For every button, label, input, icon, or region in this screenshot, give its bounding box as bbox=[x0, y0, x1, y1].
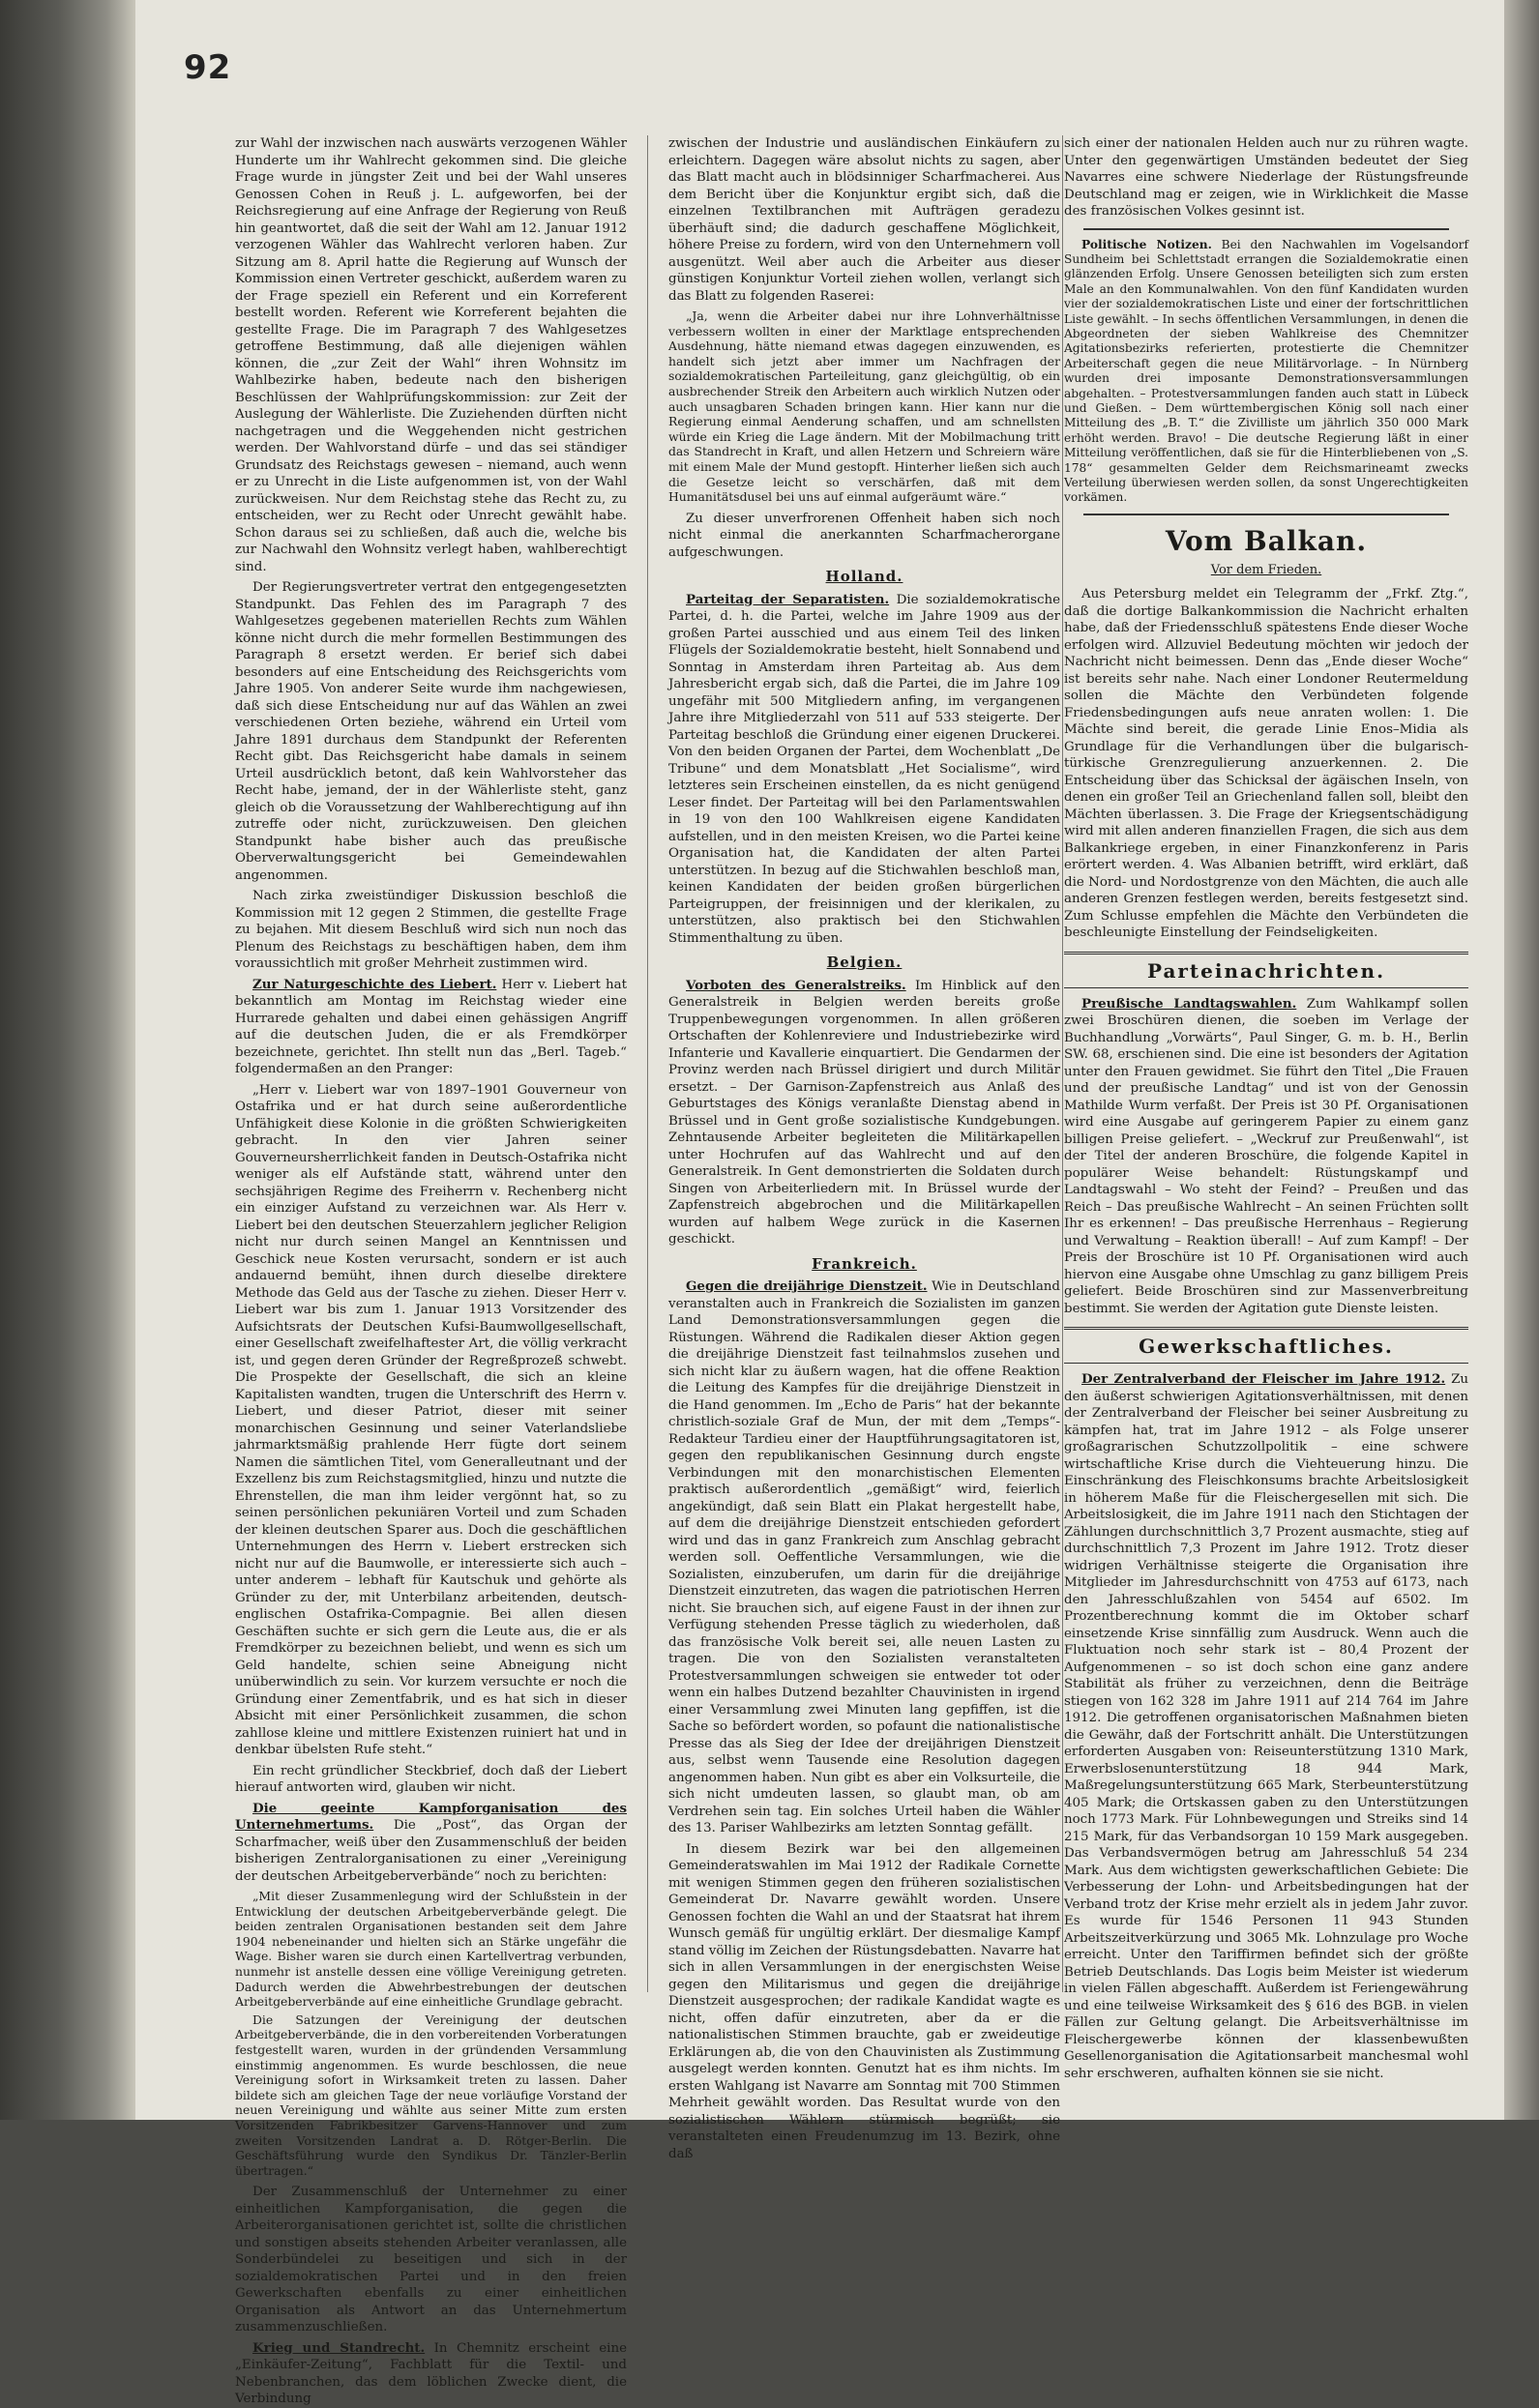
article bbox=[235, 2340, 627, 2408]
divider bbox=[1083, 514, 1449, 515]
article bbox=[235, 977, 627, 1078]
column-rule bbox=[1062, 135, 1063, 1992]
article bbox=[1064, 238, 1468, 506]
paragraph: Die sozialdemokratische Partei, d. h. die Partei, welche im Jahre 1909 aus der großen Partei ausschied und aus einem Teil des linken Flügels der Sozialdemokratie besteht, hielt Sonnabend und Sonntag in Amsterdam ihren Parteitag ab. Aus dem Jahresbericht ergab sich, daß die Partei, die im Jahre 109 ungefähr mit 500 Mitgliedern anfing, im vergangenen Jahre ihre Mitgliederzahl von 511 auf 533 steigerte. Der Parteitag beschloß die Gründung einer eigenen Druckerei. Von den beiden Organen der Partei, dem Wochenblatt „De Tribune“ und dem Monatsblatt „Het Socialisme“, wird letzteres sein Erscheinen einstellen, da es nicht genügend Leser findet. Der Parteitag will bei den Parlamentswahlen in 19 von den 100 Wahlkreisen eigene Kandidaten aufstellen, und in den meisten Kreisen, wo die Partei keine Organisation hat, die Kandidaten der alten Partei unterstützen. In bezug auf die Stichwahlen beschloß man, keinen Kandidaten der beiden großen bürgerlichen Parteigruppen, der freisinnigen und der klerikalen, zu unterstützen, also praktisch bei den Stichwahlen Stimmenthaltung zu üben. bbox=[668, 592, 1060, 946]
article-heading: Der Zentralverband der Fleischer im Jahre 1912. bbox=[1081, 1371, 1446, 1388]
paragraph: Der Regierungsvertreter vertrat den entgegengesetzten Standpunkt. Das Fehlen des im Paragraph 7 des Wahlgesetzes gegebenen materiellen Rechts zum Wählen könne nicht durch die mehr formellen Bestimmungen des Paragraph 8 ersetzt werden. Er berief sich dabei besonders auf eine Entscheidung des Reichsgerichts vom Jahre 1905. Von anderer Seite wurde ihm nachgewiesen, daß sich diese Entscheidung nur auf das Wählen an zwei verschiedenen Orten beziehe, während ein Urteil vom Jahre 1891 durchaus dem Standpunkt der Referenten Recht gibt. Das Reichsgericht habe damals in seinem Urteil ausdrücklich betont, daß kein Wahlvorsteher das Recht habe, jemand, der in der Wählerliste steht, ganz gleich ob die Voraussetzung der Wahlberechtigung auf ihn zutreffe oder nicht, zurückzuweisen. Den gleichen Standpunkt habe bisher auch das preußische Oberverwaltungsgericht bei Gemeindewahlen angenommen. bbox=[235, 580, 627, 883]
article-heading: Zur Naturgeschichte des Liebert. bbox=[252, 976, 497, 992]
page-edge bbox=[1504, 0, 1539, 2120]
paragraph: Wie in Deutschland veranstalten auch in Frankreich die Sozialisten im ganzen Land Demonstrationsversammlungen gegen die Rüstungen. Während die Radikalen dieser Aktion gegen die dreijährige Dienstzeit fast teilnahmslos zusehen und sich nicht klar zu äußern wagen, hat die offene Reaktion die Leitung des Kampfes für die dreijährige Dienstzeit in die Hand genommen. Im „Echo de Paris“ hat der bekannte christlich-soziale Graf de Mun, der mit dem „Temps“-Redakteur Tardieu einer der Hauptführungsagitatoren ist, gegen den republikanischen Gesinnung durch engste Verbindungen mit den monarchistischen Elementen praktisch außerordentlich „gemäßigt“ wird, feierlich angekündigt, daß sein Blatt ein Plakat hergestellt habe, auf dem die dreijährige Dienstzeit entschieden gefordert wird und das in ganz Frankreich zum Anschlag gebracht werden soll. Oeffentliche Versammlungen, wie die Sozialisten, einzuberufen, um darin für die dreijährige Dienstzeit einzutreten, das wagen die patriotischen Herren nicht. Sie brauchen sich, auf eigene Faust in der ihnen zur Verfügung stehenden Presse täglich zu wiederholen, daß das französische Volk bereit sei, alle neuen Lasten zu tragen. Die von den Sozialisten veranstalteten Protestversammlungen schweigen sie entweder tot oder wenn ein halbes Dutzend bezahlter Chauvinisten in irgend einer Versammlung zwei Minuten lang gepfiffen, ist die Sache so befördert worden, so pofaunt die nationalistische Presse das als Sieg der Idee der dreijährigen Dienstzeit aus, selbst wenn Tausende eine Resolution dagegen angenommen haben. Nun gibt es aber ein Volksurteile, die sich nicht umdeuten lassen, so glaubt man, ob am Verdrehen sein tag. Ein solches Urteil haben die Wähler des 13. Pariser Wahlbezirks am letzten Sonntag gefällt. bbox=[668, 1279, 1060, 1836]
paragraph: Zum Wahlkampf sollen zwei Broschüren dienen, die soeben im Verlage der Buchhandlung „Vorwärts“, Paul Singer, G. m. b. H., Berlin SW. 68, erschienen sind. Die eine ist besonders der Agitation unter den Frauen gewidmet. Sie führt den Titel „Die Frauen und der preußische Landtag“ und ist von der Genossin Mathilde Wurm verfaßt. Der Preis ist 30 Pf. Organisationen wird eine Ausgabe auf geringerem Papier zu einem ganz billigen Preise geliefert. – „Weckruf zur Preußenwahl“, ist der Titel der anderen Broschüre, die folgende Kapitel in populärer Weise behandelt: Rüstungskampf und Landtagswahl – Wo steht der Feind? – Preußen und das Reich – Das preußische Wahlrecht – An seinen Früchten sollt Ihr es erkennen! – Das preußische Herrenhaus – Regierung und Verwaltung – Reaktion überall! – Auf zum Kampf! – Der Preis der Broschüre ist 10 Pf. Organisationen wird auch hiervon eine Ausgabe ohne Umschlag zu ganz billigem Preis geliefert. Beide Broschüren sind zur Massenverbreitung bestimmt. Sie werden der Agitation gute Dienste leisten. bbox=[1064, 996, 1468, 1316]
article-heading: Krieg und Standrecht. bbox=[252, 2339, 426, 2356]
paragraph: Die „Post“, das Organ der Scharfmacher, weiß über den Zusammenschluß der beiden bisherigen Zentralorganisationen zu einer „Vereinigung der deutschen Arbeitgeberverbände“ noch zu berichten: bbox=[235, 1818, 627, 1884]
article bbox=[235, 1801, 627, 1886]
paragraph: Der Zusammenschluß der Unternehmer zu einer einheitlichen Kampforganisation, die gegen die Arbeiterorganisationen gerichtet ist, sollte die christlichen und sonstigen abseits stehenden Arbeiter veranlassen, alle Sonderbündelei zu beseitigen und sich in der sozialdemokratischen Partei und in den freien Gewerkschaften ebenfalls zu einer einheitlichen Organisation als Antwort an das Unternehmertum zusammenzuschließen. bbox=[235, 2185, 627, 2335]
book-binding bbox=[0, 0, 135, 2120]
paragraph: „Herr v. Liebert war von 1897–1901 Gouverneur von Ostafrika und er hat durch seine außerordentliche Unfähigkeit diese Kolonie in die größten Schwierigkeiten gebracht. In den vier Jahren seiner Gouverneursherrlichkeit fanden in Deutsch-Ostafrika nicht weniger als elf Aufstände statt, während unter den sechsjährigen Regime des Freiherrn v. Rechenberg nicht ein einziger Aufstand zu verzeichnen war. Als Herr v. Liebert bei den deutschen Steuerzahlern jeglicher Religion nicht nur durch seinen Mangel an Kenntnissen und Geschick neue Kosten verursacht, sondern er ist auch andauernd bemüht, ihnen durch dieselbe direktere Methode das Geld aus der Tasche zu ziehen. Dieser Herr v. Liebert war bis zum 1. Januar 1913 Vorsitzender des Aufsichtsrats der Deutschen Kufsi-Baumwollgesellschaft, einer Gesellschaft zweifelhaftester Art, die völlig verkracht ist, und gegen deren Gründer der Regreßprozeß schwebt. Die Prospekte der Gesellschaft, die sich an kleine Kapitalisten wandten, trugen die Unterschrift des Herrn v. Liebert, und dieser Patriot, dieser mit seiner monarchischen Gesinnung und seiner Vaterlandsliebe jahrmarktsmäßig prahlende Herr fügte dort seinem Namen die sämtlichen Titel, vom Generalleutnant und der Exzellenz bis zum Reichstagsmitglied, hinzu und nutzte die Ehrenstellen, die man ihm leider vergönnt hat, so zu seinen persönlichen pekuniären Vorteil und zum Schaden der kleinen deutschen Sparer aus. Doch die geschäftlichen Unternehmungen des Herrn v. Liebert erstrecken sich nicht nur auf die Baumwolle, er interessierte sich auch – unter anderem – lebhaft für Kautschuk und gehörte als Gründer zu der, mit Unterbilanz arbeitenden, deutsch-englischen Ostafrika-Compagnie. Bei allen diesen Geschäften suchte er sich gern die Leute aus, die er als Fremdkörper zu bezeichnen beliebt, und wenn es sich um Geld handelte, schien seine Abneigung nicht unüberwindlich zu sein. Vor kurzem versuchte er noch die Gründung einer Zementfabrik, und es hat sich in dieser Absicht mit einer Persönlichkeit zusammen, die schon zahllose kleine und mittlere Existenzen ruiniert hat und in denkbar übelsten Rufe steht.“ bbox=[235, 1082, 627, 1757]
article bbox=[1064, 1371, 1468, 2082]
quote-paragraph: „Ja, wenn die Arbeiter dabei nur ihre Lohnverhältnisse verbessern wollten in einer der Marktlage entsprechenden Ausdehnung, hätte niemand etwas dagegen einzuwenden, es handelt sich jetzt aber immer um Nachfragen der sozialdemokratischen Parteileitung, ganz gleichgültig, ob ein ausbrechender Streik den Arbeitern auch wirklich Nutzen oder auch unsagbaren Schaden bringen kann. Hier kann nur die Regierung einmal Aenderung schaffen, und am schnellsten würde ein Krieg die Lage ändern. Mit der Mobilmachung tritt das Standrecht in Kraft, und allen Hetzern und Schreiern wäre mit einem Male der Mund gestopft. Hinterher ließen sich auch die Gesetze leicht so verschärfen, daß mit dem Humanitätsdusel bei uns auf einmal aufgeräumt wäre.“ bbox=[668, 308, 1060, 505]
article-heading: Parteitag der Separatisten. bbox=[686, 591, 890, 607]
paragraph: zur Wahl der inzwischen nach auswärts verzogenen Wähler Hunderte um ihr Wahlrecht gekommen sind. Die gleiche Frage wurde in jüngster Zeit und bei der Wahl unseres Genossen Cohen in Reuß j. L. aufgeworfen, bei der Reichsregierung auf eine Anfrage der Regierung von Reuß hin geantwortet, daß die seit der Wahl am 12. Januar 1912 verzogenen Wähler das Wahlrecht verloren haben. Zur Sitzung am 8. April hatte die Regierung auf Wunsch der Kommission einen Vertreter geschickt, außerdem waren zu der Frage speziell ein Referent und ein Korreferent bestellt worden. Referent wie Korreferent bejahten die gestellte Frage. Die im Paragraph 7 des Wahlgesetzes getroffene Bestimmung, daß alle diejenigen wählen können, die „zur Zeit der Wahl“ ihren Wohnsitz im Wahlbezirke haben, bedeute nach den bisherigen Beschlüssen der Wahlprüfungskommission: zur Zeit der Auslegung der Wählerliste. Die Zuziehenden dürften nicht nachgetragen und die Weggehenden nicht gestrichen werden. Der Wahlvorstand dürfe – und das sei ständiger Grundsatz des Reichstags gewesen – niemand, auch wenn er zu Unrecht in die Liste aufgenommen ist, von der Wahl zurückweisen. Nur dem Reichstag stehe das Recht zu, zu entscheiden, wer zu Recht oder Unrecht gewählt habe. Schon daraus sei zu schließen, daß auch die, welche bis zur Nachwahl den Wohnsitz verlegt haben, wahlberechtigt sind. bbox=[235, 136, 627, 574]
paragraph: In Chemnitz erscheint eine „Einkäufer-Zeitung“, Fachblatt für die Textil- und Nebenbranchen, das dem löblichen Zwecke dient, die Verbindung bbox=[235, 2340, 627, 2407]
article-heading: Preußische Landtagswahlen. bbox=[1081, 995, 1297, 1012]
article-heading: Vorboten des Generalstreiks. bbox=[686, 977, 906, 993]
paragraph: Zu den äußerst schwierigen Agitationsverhältnissen, mit denen der Zentralverband der Fleischer bei seiner Ausbreitung zu kämpfen hat, trat im Jahre 1912 – als Folge unserer großagrarischen Schutzzollpolitik – eine schwere wirtschaftliche Krise durch die Viehteuerung hinzu. Die Einschränkung des Fleischkonsums brachte Arbeitslosigkeit in höherem Maße für die Fleischergesellen mit sich. Die Arbeitslosigkeit, die im Jahre 1911 nach den Stichtagen der Zählungen durchschnittlich 3,7 Prozent ausmachte, stieg auf durchschnittlich 7,3 Prozent im Jahre 1912. Trotz dieser widrigen Verhältnisse steigerte die Organisation ihre Mitglieder im Jahresdurchschnitt von 4753 auf 6173, nach den Jahresschlußzahlen von 5454 auf 6502. Im Prozentberechnung kommt die im Oktober scharf einsetzende Krise sinnfällig zum Ausdruck. Wenn auch die Fluktuation noch sehr stark ist – 80,4 Prozent der Aufgenommenen – so ist doch schon eine ganz andere Stabilität als früher zu verzeichnen, denn die Beiträge stiegen von 162 328 im Jahre 1911 auf 214 764 im Jahre 1912. Die getroffenen organisatorischen Maßnahmen bieten die Gewähr, daß der Fortschritt anhält. Die Unterstützungen erforderten Ausgaben von: Reiseunterstützung 1310 Mark, Erwerbslosenunterstützung 18 944 Mark, Maßregelungsunterstützung 665 Mark, Sterbeunterstützung 405 Mark; die Ortskassen gaben zu den Unterstützungen noch 1773 Mark. Für Lohnbewegungen und Streiks sind 14 215 Mark, für das Verbandsorgan 10 159 Mark ausgegeben. Das Verbandsvermögen betrug am Jahresschluß 54 234 Mark. Aus dem wichtigsten gewerkschaftlichen Gebiete: Die Verbesserung der Lohn- und Arbeitsbedingungen hat der Verband trotz der Krise mehr erzielt als in jedem Jahr zuvor. Es wurde für 1546 Personen 11 943 Stunden Arbeitszeitverkürzung und 3065 Mk. Lohnzulage pro Woche erreicht. Unter den Tariffirmen befindet sich der größte Betrieb Deutschlands. Das Logis beim Meister ist wiederum in vielen Fällen abgeschafft. Außerdem ist Feriengewährung und eine teilweise Wirksamkeit des § 616 des BGB. in vielen Fällen zur Geltung gelangt. Die Arbeitsverhältnisse im Fleischergewerbe können der klassenbewußten Gesellenorganisation die Agitationsarbeit manchesmal wohl sehr erschweren, aufhalten können sie sie nicht. bbox=[1064, 1372, 1468, 2081]
quote-paragraph: Die Satzungen der Vereinigung der deutschen Arbeitgeberverbände, die in den vorbereitenden Vorberatungen festgestellt waren, wurden in der gründenden Versammlung einstimmig angenommen. Es wurde beschlossen, die neue Vereinigung sofort in Wirksamkeit treten zu lassen. Daher bildete sich am gleichen Tage der neue vorläufige Vorstand der neuen Vereinigung und wählte aus seiner Mitte zum ersten Vorsitzenden Fabrikbesitzer Garvens-Hannover und zum zweiten Vorsitzenden Landrat a. D. Rötger-Berlin. Die Geschäftsführung wurde den Syndikus Dr. Tänzler-Berlin übertragen.“ bbox=[235, 2012, 627, 2178]
quote-block bbox=[235, 1889, 627, 2178]
section-heading-frankreich: Frankreich. bbox=[812, 1254, 917, 1273]
quote-block bbox=[668, 308, 1060, 505]
paragraph: Nach zirka zweistündiger Diskussion beschloß die Kommission mit 12 gegen 2 Stimmen, die gestellte Frage zu bejahen. Mit diesem Beschluß wird sich nun noch das Plenum des Reichstags zu beschäftigen haben, dem ihm voraussichtlich mit großer Mehrheit zustimmen wird. bbox=[235, 889, 627, 971]
paragraph: Aus Petersburg meldet ein Telegramm der „Frkf. Ztg.“, daß die dortige Balkankommission die Nachricht erhalten habe, daß der Friedensschluß spätestens Ende dieser Woche erfolgen wird. Allzuviel Bedeutung möchten wir jedoch der Nachricht nicht beimessen. Denn das „Ende dieser Woche“ ist bereits sehr nahe. Nach einer Londoner Reutermeldung sollen die Mächte den Verbündeten folgende Friedensbedingungen aufs neue anraten wollen: 1. Die Mächte sind bereit, die gerade Linie Enos–Midia als Grundlage für die Verhandlungen über die bulgarisch-türkische Grenzregulierung anzuerkennen. 2. Die Entscheidung über das Schicksal der ägäischen Inseln, von denen ein großer Teil an Griechenland fallen soll, bleibt den Mächten überlassen. 3. Die Frage der Kriegsentschädigung wird mit allen anderen finanziellen Fragen, die sich aus dem Balkankriege ergeben, in einer Finanzkonferenz in Paris erörtert werden. 4. Was Albanien betrifft, wird erklärt, daß die Nord- und Nordostgrenze von den Mächten, die auch alle anderen Grenzen festlegen werden, bereits festgesetzt sind. Zum Schlusse empfehlen die Mächte den Verbündeten die beschleunigte Einstellung der Feindseligkeiten. bbox=[1064, 587, 1468, 941]
quote-paragraph: „Mit dieser Zusammenlegung wird der Schlußstein in der Entwicklung der deutschen Arbeitgeberverbände gelegt. Die beiden zentralen Organisationen bestanden seit dem Jahre 1904 nebeneinander und hielten sich an Stärke ungefähr die Wage. Bisher waren sie durch einen Kartellvertrag verbunden, nunmehr ist anstelle dessen eine völlige Vereinigung getreten. Dadurch werden die Abwehrbestrebungen der deutschen Arbeitgeberverbände auf eine einheitliche Grundlage gebracht. bbox=[235, 1889, 627, 2010]
column-2 bbox=[668, 135, 1060, 2161]
article bbox=[1064, 996, 1468, 1318]
section-heading-balkan: Vom Balkan. bbox=[1165, 524, 1368, 557]
page-number: 92 bbox=[184, 48, 232, 87]
article bbox=[668, 978, 1060, 1248]
paragraph: Zu dieser unverfrorenen Offenheit haben sich noch nicht einmal die anerkannten Scharfmacherorgane aufgeschwungen. bbox=[668, 511, 1060, 560]
column-1 bbox=[235, 135, 627, 2407]
article-heading: Politische Notizen. bbox=[1081, 237, 1212, 251]
column-rule bbox=[647, 135, 648, 1992]
paragraph: Im Hinblick auf den Generalstreik in Belgien werden bereits große Truppenbewegungen vorgenommen. In allen größeren Ortschaften der Kohlenreviere und Industriebezirke wird Infanterie und Kavallerie einquartiert. Die Gendarmen der Provinz werden nach Brüssel dirigiert und durch Militär ersetzt. – Der Garnison-Zapfenstreich aus Anlaß des Geburtstages des Königs veranlaßte Dienstag abend in Brüssel und in Gent große sozialistische Kundgebungen. Zehntausende Arbeiter begleiteten die Militärkapellen unter Hochrufen auf das Wahlrecht und auf den Generalstreik. In Gent demonstrierten die Soldaten durch Singen von Arbeiterliedern mit. In Brüssel wurde der Zapfenstreich abgebrochen und die Militärkapellen wurden auf halbem Wege zurück in die Kasernen geschickt. bbox=[668, 978, 1060, 1248]
divider bbox=[1083, 228, 1449, 230]
section-heading-gewerkschaftliches: Gewerkschaftliches. bbox=[1064, 1327, 1468, 1364]
paragraph: zwischen der Industrie und ausländischen Einkäufern zu erleichtern. Dagegen wäre absolut nichts zu sagen, aber das Blatt macht auch in blödsinniger Scharfmacherei. Aus dem Bericht über die Konjunktur ergibt sich, daß die einzelnen Textilbranchen mit Aufträgen geradezu überhäuft sind; die dadurch geschaffene Möglichkeit, höhere Preise zu fordern, wird von den Unternehmern voll ausgenützt. Weil aber auch die Arbeiter aus dieser günstigen Konjunktur Vorteil ziehen wollen, verlangt sich das Blatt zu folgenden Raserei: bbox=[668, 136, 1060, 304]
paragraph: Herr v. Liebert hat bekanntlich am Montag im Reichstag wieder eine Hurrarede gehalten und dabei einen gehässigen Angriff auf die deutschen Juden, die er als Fremdkörper bezeichnete, gerichtet. Ihn stellt nun das „Berl. Tageb.“ folgendermaßen an den Pranger: bbox=[235, 977, 627, 1076]
paragraph: sich einer der nationalen Helden auch nur zu rühren wagte. Unter den gegenwärtigen Umständen bedeutet der Sieg Navarres eine schwere Niederlage der Rüstungsfreunde Deutschland mag er zeigen, wie in Wirklichkeit die Masse des französischen Volkes gesinnt ist. bbox=[1064, 136, 1468, 219]
article bbox=[668, 1278, 1060, 1837]
subheading: Vor dem Frieden. bbox=[1210, 562, 1322, 577]
paragraph: Bei den Nachwahlen im Vogelsandorf Sundheim bei Schlettstadt errangen die Sozialdemokratie einen glänzenden Erfolg. Unsere Genossen beteiligten sich zum ersten Male an den Kommunalwahlen. Von den fünf Kandidaten wurden vier der sozialdemokratischen Liste und einer der fortschrittlichen Liste gewählt. – In sechs öffentlichen Versammlungen, in denen die Abgeordneten der sieben Wahlkreise des Chemnitzer Agitationsbezirks referierten, protestierte die Chemnitzer Arbeiterschaft gegen die neue Militärvorlage. – In Nürnberg wurden drei imposante Demonstrationsversammlungen abgehalten. – Protestversammlungen fanden auch statt in Lübeck und Gießen. – Dem württembergischen König soll nach einer Mitteilung des „B. T.“ die Zivilliste um jährlich 350 000 Mark erhöht werden. Bravo! – Die deutsche Regierung läßt in einer Mitteilung veröffentlichen, daß sie für die Hinterbliebenen von „S. 178“ gesammelten Gelder dem Reichsmarineamt zwecks Verteilung überwiesen werden sollen, da sonst Ungerechtigkeiten vorkämen. bbox=[1064, 237, 1468, 505]
section-heading-holland: Holland. bbox=[825, 568, 903, 586]
article bbox=[668, 592, 1060, 948]
section-heading-parteinachrichten: Parteinachrichten. bbox=[1064, 952, 1468, 988]
paragraph: Ein recht gründlicher Steckbrief, doch daß der Liebert hierauf antworten wird, glauben wir nicht. bbox=[235, 1763, 627, 1795]
column-3 bbox=[1064, 135, 1468, 2081]
section-heading-belgien: Belgien. bbox=[826, 954, 903, 972]
article-heading: Die geeinte Kampforganisation des Unternehmertums. bbox=[235, 1800, 627, 1833]
paragraph: In diesem Bezirk war bei den allgemeinen Gemeinderatswahlen im Mai 1912 der Radikale Cornette mit wenigen Stimmen gegen den früheren sozialistischen Gemeinderat Dr. Navarre gewählt worden. Unsere Genossen fochten die Wahl an und der Staatsrat hat ihrem Wunsch gemäß für ungültig erklärt. Der diesmalige Kampf stand völlig im Zeichen der Rüstungsdebatten. Navarre hat sich in allen Versammlungen in der energischsten Weise gegen den Militarismus und gegen die dreijährige Dienstzeit ausgesprochen; der radikale Kandidat wagte es nicht, offen dafür einzutreten, aber da er die nationalistischen Stimmen brauchte, gab er zweideutige Erklärungen ab, die von den Chauvinisten als Zustimmung ausgelegt werden konnten. Genutzt hat es ihm nichts. Im ersten Wahlgang ist Navarre am Sonntag mit 700 Stimmen Mehrheit gewählt worden. Das Resultat wurde von den sozialistischen Wählern stürmisch begrüßt; sie veranstalteten einen Freudenumzug im 13. Bezirk, ohne daß bbox=[668, 1841, 1060, 2161]
article-heading: Gegen die dreijährige Dienstzeit. bbox=[686, 1278, 928, 1295]
